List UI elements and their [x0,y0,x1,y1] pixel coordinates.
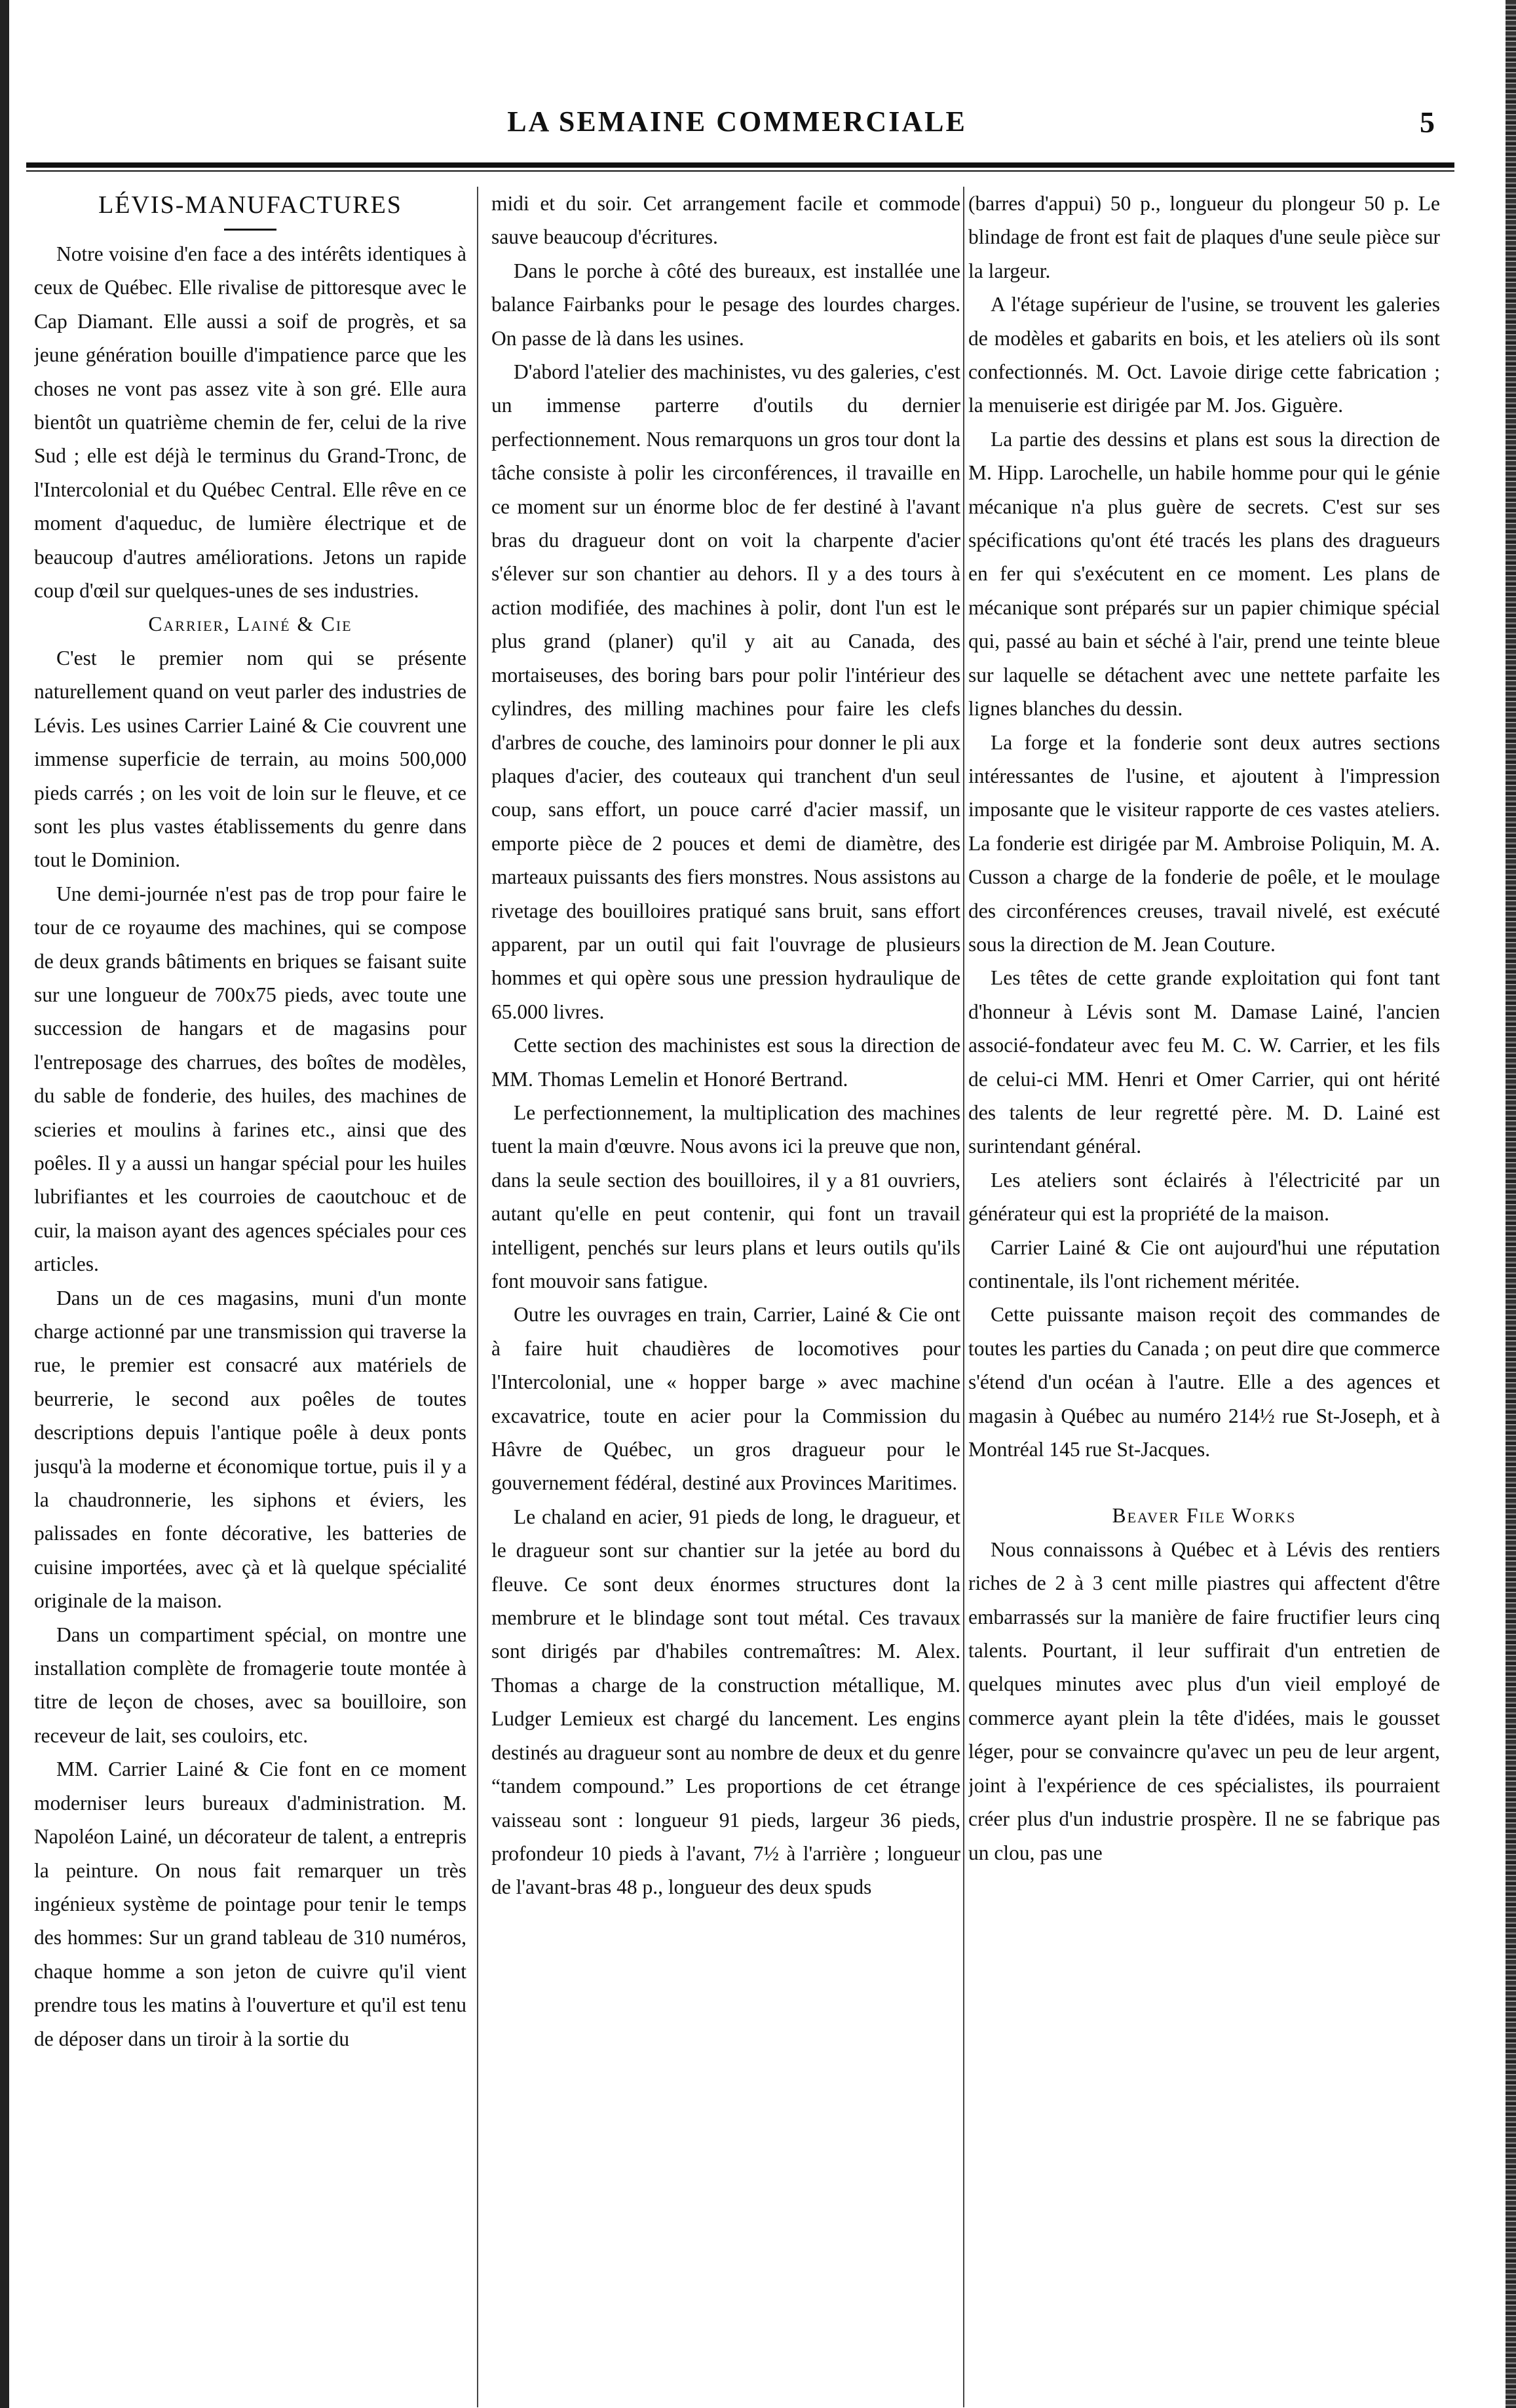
paragraph: Nous connaissons à Québec et à Lévis des rentiers riches de 2 à 3 cent mille piastres qui affectent d'être embarrassés sur la manière de faire fructifier leurs cinq talents. Pourtant, il leur suffirait d'un entretien de quelques minutes avec plus d'un vieil employé de commerce ayant plein la tête d'idées, mais le gousset léger, pour se convaincre qu'avec un peu de leur argent, joint à l'expérience de ces spécialistes, ils pourraient créer plus d'un industrie prospère. Il ne se fabrique pas un clou, pas une [968,1537,1440,1864]
paragraph: Les ateliers sont éclairés à l'électricité par un générateur qui est la propriété de la maison. [968,1168,1440,1226]
paragraph: Le chaland en acier, 91 pieds de long, le dragueur, et le dragueur sont sur chantier sur la jetée au bord du fleuve. Ce sont deux énormes structures dont la membrure et le blindage sont tout métal. Ces travaux sont dirigés par d'habiles contremaîtres: M. Alex. Thomas a charge de la construction métallique, M. Ludger Lemieux est chargé du lancement. Les engins destinés au dragueur sont au nombre de deux et du genre “tandem compound.” Les proportions de cet étrange vaisseau sont : longueur 91 pieds, largeur 36 pieds, profondeur 10 pieds à l'avant, 7½ à l'arrière ; longueur de l'avant-bras 48 p., longueur des deux spuds [491,1505,960,1899]
column-2 [491,187,960,2407]
paragraph: Notre voisine d'en face a des intérêts identiques à ceux de Québec. Elle rivalise de pittoresque avec le Cap Diamant. Elle aussi a soif de progrès, et sa jeune génération bouille d'impatience parce que les choses ne vont pas assez vite à son gré. Elle aura bientôt un quatrième chemin de fer, celui de la rive Sud ; elle est déjà le terminus du Grand-Tronc, de l'Intercolonial et du Québec Central. Elle rêve en ce moment d'aqueduc, de lumière électrique et de beaucoup d'autres améliorations. Jetons un rapide coup d'œil sur quelques-unes de ses industries. [34,242,466,603]
article-heading: LÉVIS-MANUFACTURES [98,191,402,219]
section-gap [968,1466,1440,1499]
heading-dash [224,229,276,231]
paragraph: Une demi-journée n'est pas de trop pour faire le tour de ce royaume des machines, qui se compose de deux grands bâtiments en briques se faisant suite sur une longueur de 700x75 pieds, avec toute une succession de hangars et de magasins pour l'entreposage des charrues, des boîtes de modèles, du sable de fonderie, des huiles, des machines de scieries et moulins à farines etc., ainsi que des poêles. Il y a aussi un hangar spécial pour les huiles lubrifiantes et les courroies de caoutchouc et de cuir, la maison ayant des agences spéciales pour ces articles. [34,882,466,1276]
column-divider [477,187,478,2407]
paragraph: (barres d'appui) 50 p., longueur du plongeur 50 p. Le blindage de front est fait de plaques d'une seule pièce sur la largeur. [968,192,1440,282]
paragraph: midi et du soir. Cet arrangement facile et commode sauve beaucoup d'écritures. [491,192,960,249]
paragraph: A l'étage supérieur de l'usine, se trouvent les galeries de modèles et gabarits en bois, et les ateliers où ils sont confectionnés. M. Oct. Lavoie dirige cette fabrication ; la menuiserie est dirigée par M. Jos. Giguère. [968,293,1440,417]
header-rule-thin [26,170,1454,172]
paragraph: C'est le premier nom qui se présente naturellement quand on veut parler des industries de Lévis. Les usines Carrier Lainé & Cie couvrent une immense superficie de terrain, au moins 500,000 pieds carrés ; on les voit de loin sur le fleuve, et ce sont les plus vastes établissements du genre dans tout le Dominion. [34,646,466,872]
section-subheading: Beaver File Works [1112,1504,1297,1528]
left-binding-edge [0,0,9,2408]
header-rule [26,162,1454,168]
paragraph: Dans le porche à côté des bureaux, est installée une balance Fairbanks pour le pesage des lourdes charges. On passe de là dans les usines. [491,259,960,350]
paragraph: Les têtes de cette grande exploitation qui font tant d'honneur à Lévis sont M. Damase Lainé, l'ancien associé-fondateur avec feu M. C. W. Carrier, et les fils de celui-ci MM. Henri et Omer Carrier, qui ont hérité des talents de leur regretté père. M. D. Lainé est surintendant général. [968,966,1440,1158]
paragraph: Cette section des machinistes est sous la direction de MM. Thomas Lemelin et Honoré Bertrand. [491,1034,960,1091]
paragraph: Cette puissante maison reçoit des commandes de toutes les parties du Canada ; on peut dire que commerce s'étend d'un océan à l'autre. Elle a des agences et magasin à Québec au numéro 214½ rue St-Joseph, et à Montréal 145 rue St-Jacques. [968,1303,1440,1461]
column-3 [968,187,1440,2407]
column-divider [963,187,964,2407]
paragraph: Le perfectionnement, la multiplication des machines tuent la main d'œuvre. Nous avons ici la preuve que non, dans la seule section des bouilloires, il y a 81 ouvriers, autant qu'elle en peut contenir, qui font un travail intelligent, penchés sur leurs plans et leurs outils qu'ils font mouvoir sans fatigue. [491,1101,960,1292]
page-number: 5 [1420,105,1435,139]
paragraph: Outre les ouvrages en train, Carrier, Lainé & Cie ont à faire huit chaudières de locomotives pour l'Intercolonial, une « hopper barge » avec machine excavatrice, toute en acier pour la Commission du Hâvre de Québec, un gros dragueur pour le gouvernement fédéral, destiné aux Provinces Maritimes. [491,1303,960,1495]
paragraph: Carrier Lainé & Cie ont aujourd'hui une réputation continentale, ils l'ont richement méritée. [968,1235,1440,1292]
section-subheading: Carrier, Lainé & Cie [148,612,352,636]
column-1 [34,187,466,2407]
paragraph: MM. Carrier Lainé & Cie font en ce moment moderniser leurs bureaux d'administration. M. Napoléon Lainé, un décorateur de talent, a entrepris la peinture. On nous fait remarquer un très ingénieux système de pointage pour tenir le temps des hommes: Sur un grand tableau de 310 numéros, chaque homme a son jeton de cuivre qu'il vient prendre tous les matins à l'ouverture et qu'il est tenu de déposer dans un tiroir à la sortie du [34,1758,466,2050]
paragraph: Dans un de ces magasins, muni d'un monte charge actionné par une transmission qui traverse la rue, le premier est consacré aux matériels de beurrerie, le second aux poêles de toutes descriptions depuis l'antique poêle à deux ponts jusqu'à la moderne et économique tortue, puis il y a la chaudronnerie, les siphons et éviers, les palissades en fonte décorative, les batteries de cuisine importées, avec çà et là quelque spécialité originale de la maison. [34,1286,466,1613]
paragraph: La forge et la fonderie sont deux autres sections intéressantes de l'usine, et ajoutent à l'impression imposante que le visiteur rapporte de ces vastes ateliers. La fonderie est dirigée par M. Ambroise Poliquin, M. A. Cusson a charge de la fonderie de poêle, et le moulage des circonférences creuses, travail nivelé, est exécuté sous la direction de M. Jean Couture. [968,730,1440,956]
running-title: LA SEMAINE COMMERCIALE [507,105,967,138]
right-binding-edge [1506,0,1516,2408]
page-header [39,105,1435,151]
paragraph: Dans un compartiment spécial, on montre une installation complète de fromagerie toute montée à titre de leçon de choses, avec sa bouilloire, son receveur de lait, ses couloirs, etc. [34,1623,466,1747]
paragraph: La partie des dessins et plans est sous la direction de M. Hipp. Larochelle, un habile homme pour qui le génie mécanique n'a plus guère de secrets. C'est sur ses spécifications qu'ont été tracés les plans des dragueurs en fer qui s'exécutent en ce moment. Les plans de mécanique sont préparés sur un papier chimique spécial qui, passé au bain et séché à l'air, prend une teinte bleue sur laquelle se détachent avec une nettete parfaite les lignes blanches du dessin. [968,427,1440,721]
paragraph: D'abord l'atelier des machinistes, vu des galeries, c'est un immense parterre d'outils du dernier perfectionnement. Nous remarquons un gros tour dont la tâche consiste à polir les circonférences, il travaille en ce moment sur un énorme bloc de fer destiné à l'avant bras du dragueur dont on voit la charpente d'acier s'élever sur son chantier au dehors. Il y a des tours à action modifiée, des machines à polir, dont l'un est le plus grand (planer) qu'il y ait au Canada, des mortaiseuses, des boring bars pour polir l'intérieur des cylindres, des milling machines pour faire les clefs d'arbres de couche, des laminoirs pour donner le pli aux plaques d'acier, des couteaux qui tranchent d'un seul coup, sans effort, un pouce carré d'acier massif, un emporte pièce de 2 pouces et demi de diamètre, des marteaux puissants des fiers monstres. Nous assistons au rivetage des bouilloires pratiqué sans bruit, sans effort apparent, par un outil qui fait l'ouvrage de plusieurs hommes et qui opère sous une pression hydraulique de 65.000 livres. [491,360,960,1023]
